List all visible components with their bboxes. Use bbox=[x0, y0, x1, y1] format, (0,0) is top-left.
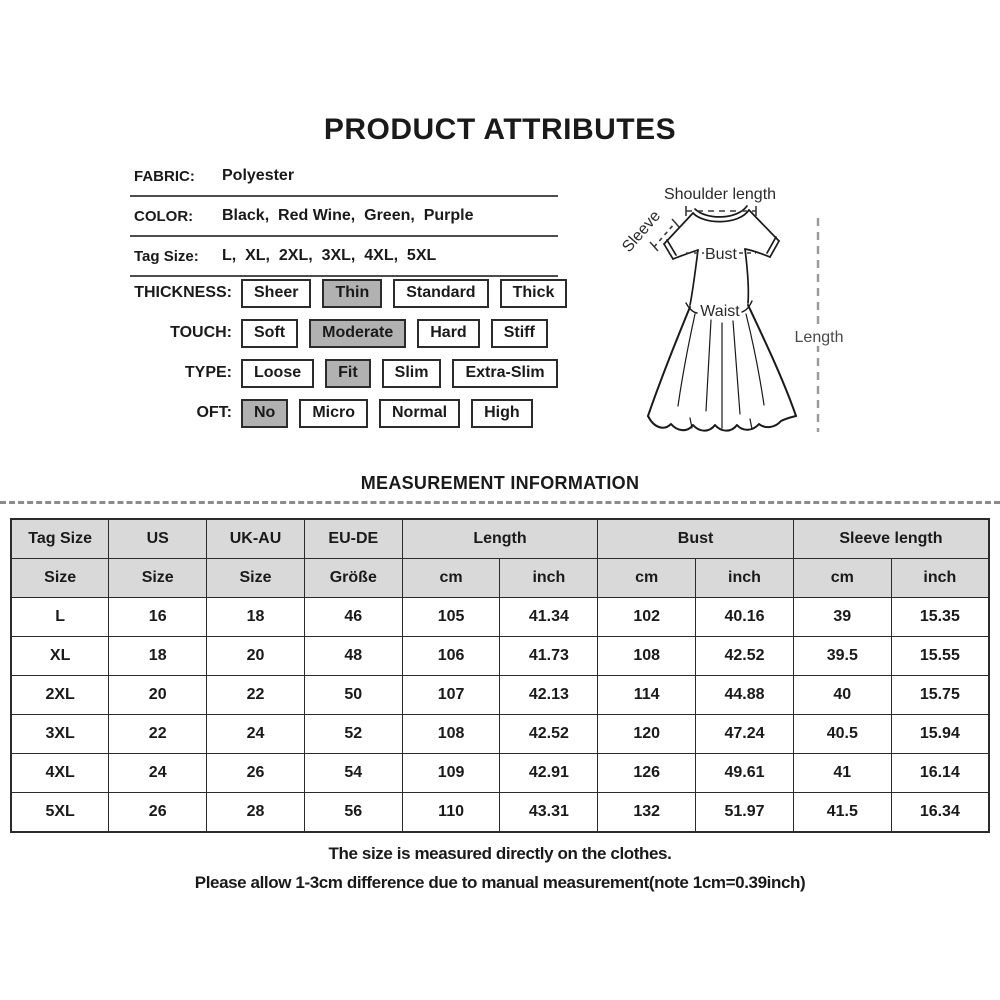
subheader-inch: inch bbox=[891, 559, 989, 598]
header-uk-au: UK-AU bbox=[207, 519, 305, 559]
cell: 20 bbox=[109, 676, 207, 715]
option-standard[interactable]: Standard bbox=[393, 279, 488, 308]
option-fit[interactable]: Fit bbox=[325, 359, 371, 388]
cell: 18 bbox=[109, 637, 207, 676]
cell: 49.61 bbox=[696, 754, 794, 793]
option-sheer[interactable]: Sheer bbox=[241, 279, 311, 308]
cell: 47.24 bbox=[696, 715, 794, 754]
subheader-groesse: Größe bbox=[304, 559, 402, 598]
option-thick[interactable]: Thick bbox=[500, 279, 568, 308]
cell: 114 bbox=[598, 676, 696, 715]
cell: 42.52 bbox=[500, 715, 598, 754]
footer-notes bbox=[0, 844, 1000, 902]
cell: 39.5 bbox=[793, 637, 891, 676]
header-us: US bbox=[109, 519, 207, 559]
cell: 56 bbox=[304, 793, 402, 833]
option-groups bbox=[128, 278, 588, 438]
cell: 54 bbox=[304, 754, 402, 793]
cell: 39 bbox=[793, 598, 891, 637]
cell: 102 bbox=[598, 598, 696, 637]
waist-label: Waist bbox=[700, 303, 740, 320]
header-bust: Bust bbox=[598, 519, 794, 559]
table-header-row-1 bbox=[11, 519, 989, 559]
fabric-value: Polyester bbox=[222, 167, 295, 184]
table-row-xl bbox=[11, 637, 989, 676]
cell: 108 bbox=[598, 637, 696, 676]
cell: 15.55 bbox=[891, 637, 989, 676]
oft-group bbox=[128, 398, 588, 428]
option-slim[interactable]: Slim bbox=[382, 359, 442, 388]
option-normal[interactable]: Normal bbox=[379, 399, 460, 428]
cell: 15.35 bbox=[891, 598, 989, 637]
cell: 16.14 bbox=[891, 754, 989, 793]
tag-size-label: Tag Size: bbox=[134, 247, 199, 265]
cell: 107 bbox=[402, 676, 500, 715]
oft-label: OFT: bbox=[196, 404, 232, 421]
type-label: TYPE: bbox=[184, 364, 232, 381]
cell: 15.75 bbox=[891, 676, 989, 715]
table-row-5xl bbox=[11, 793, 989, 833]
note-line-2: Please allow 1-3cm difference due to manual measurement(note 1cm=0.39inch) bbox=[194, 873, 806, 892]
subheader-cm: cm bbox=[598, 559, 696, 598]
option-extra-slim[interactable]: Extra-Slim bbox=[452, 359, 557, 388]
cell: 16 bbox=[109, 598, 207, 637]
cell: 41.34 bbox=[500, 598, 598, 637]
type-group bbox=[128, 358, 588, 388]
tag-size-row bbox=[130, 237, 558, 277]
cell: XL bbox=[11, 637, 109, 676]
page-title: PRODUCT ATTRIBUTES bbox=[323, 113, 677, 146]
option-thin[interactable]: Thin bbox=[322, 279, 382, 308]
fabric-row bbox=[130, 157, 558, 197]
cell: 43.31 bbox=[500, 793, 598, 833]
touch-label: TOUCH: bbox=[170, 324, 232, 341]
attribute-info-list bbox=[130, 157, 558, 277]
cell: 50 bbox=[304, 676, 402, 715]
cell: 22 bbox=[109, 715, 207, 754]
note-line-1: The size is measured directly on the clothes. bbox=[328, 844, 672, 863]
color-label: COLOR: bbox=[134, 207, 194, 225]
tag-size-value: L, XL, 2XL, 3XL, 4XL, 5XL bbox=[222, 247, 437, 264]
option-soft[interactable]: Soft bbox=[241, 319, 298, 348]
cell: 52 bbox=[304, 715, 402, 754]
cell: 18 bbox=[207, 598, 305, 637]
cell: 44.88 bbox=[696, 676, 794, 715]
color-row bbox=[130, 197, 558, 237]
cell: 126 bbox=[598, 754, 696, 793]
subheader-size: Size bbox=[109, 559, 207, 598]
dotted-separator bbox=[0, 501, 1000, 504]
subheader-cm: cm bbox=[402, 559, 500, 598]
table-row-4xl bbox=[11, 754, 989, 793]
cell: 110 bbox=[402, 793, 500, 833]
cell: 108 bbox=[402, 715, 500, 754]
cell: L bbox=[11, 598, 109, 637]
subheader-inch: inch bbox=[696, 559, 794, 598]
cell: 106 bbox=[402, 637, 500, 676]
cell: 46 bbox=[304, 598, 402, 637]
sleeve-label: Sleeve bbox=[619, 207, 665, 256]
dress-measurement-diagram bbox=[598, 178, 890, 450]
cell: 120 bbox=[598, 715, 696, 754]
cell: 26 bbox=[207, 754, 305, 793]
option-moderate[interactable]: Moderate bbox=[309, 319, 406, 348]
cell: 41.5 bbox=[793, 793, 891, 833]
cell: 105 bbox=[402, 598, 500, 637]
cell: 20 bbox=[207, 637, 305, 676]
cell: 16.34 bbox=[891, 793, 989, 833]
color-value: Black, Red Wine, Green, Purple bbox=[222, 207, 474, 224]
cell: 109 bbox=[402, 754, 500, 793]
measurement-information-title: MEASUREMENT INFORMATION bbox=[360, 473, 640, 493]
header-length: Length bbox=[402, 519, 598, 559]
option-high[interactable]: High bbox=[471, 399, 533, 428]
subheader-inch: inch bbox=[500, 559, 598, 598]
cell: 3XL bbox=[11, 715, 109, 754]
table-row-3xl bbox=[11, 715, 989, 754]
cell: 42.13 bbox=[500, 676, 598, 715]
thickness-label: THICKNESS: bbox=[134, 284, 232, 301]
cell: 5XL bbox=[11, 793, 109, 833]
bust-label: Bust bbox=[704, 246, 738, 263]
subheader-cm: cm bbox=[793, 559, 891, 598]
size-measurement-table bbox=[10, 518, 990, 833]
option-loose[interactable]: Loose bbox=[241, 359, 314, 388]
cell: 51.97 bbox=[696, 793, 794, 833]
length-label: Length bbox=[794, 329, 844, 346]
cell: 42.91 bbox=[500, 754, 598, 793]
cell: 48 bbox=[304, 637, 402, 676]
table-row-2xl bbox=[11, 676, 989, 715]
fabric-label: FABRIC: bbox=[134, 167, 195, 185]
table-header-row-2 bbox=[11, 559, 989, 598]
subheader-size: Size bbox=[207, 559, 305, 598]
header-sleeve-length: Sleeve length bbox=[793, 519, 989, 559]
cell: 40.16 bbox=[696, 598, 794, 637]
cell: 40 bbox=[793, 676, 891, 715]
header-tag-size: Tag Size bbox=[11, 519, 109, 559]
option-stiff[interactable]: Stiff bbox=[491, 319, 548, 348]
cell: 22 bbox=[207, 676, 305, 715]
cell: 24 bbox=[109, 754, 207, 793]
cell: 24 bbox=[207, 715, 305, 754]
cell: 2XL bbox=[11, 676, 109, 715]
cell: 42.52 bbox=[696, 637, 794, 676]
option-no[interactable]: No bbox=[241, 399, 288, 428]
thickness-group bbox=[128, 278, 588, 308]
cell: 41 bbox=[793, 754, 891, 793]
option-micro[interactable]: Micro bbox=[299, 399, 368, 428]
cell: 132 bbox=[598, 793, 696, 833]
cell: 28 bbox=[207, 793, 305, 833]
header-eu-de: EU-DE bbox=[304, 519, 402, 559]
subheader-size: Size bbox=[11, 559, 109, 598]
option-hard[interactable]: Hard bbox=[417, 319, 479, 348]
cell: 40.5 bbox=[793, 715, 891, 754]
cell: 26 bbox=[109, 793, 207, 833]
cell: 41.73 bbox=[500, 637, 598, 676]
cell: 15.94 bbox=[891, 715, 989, 754]
cell: 4XL bbox=[11, 754, 109, 793]
table-row-l bbox=[11, 598, 989, 637]
touch-group bbox=[128, 318, 588, 348]
shoulder-length-label: Shoulder length bbox=[663, 186, 777, 203]
